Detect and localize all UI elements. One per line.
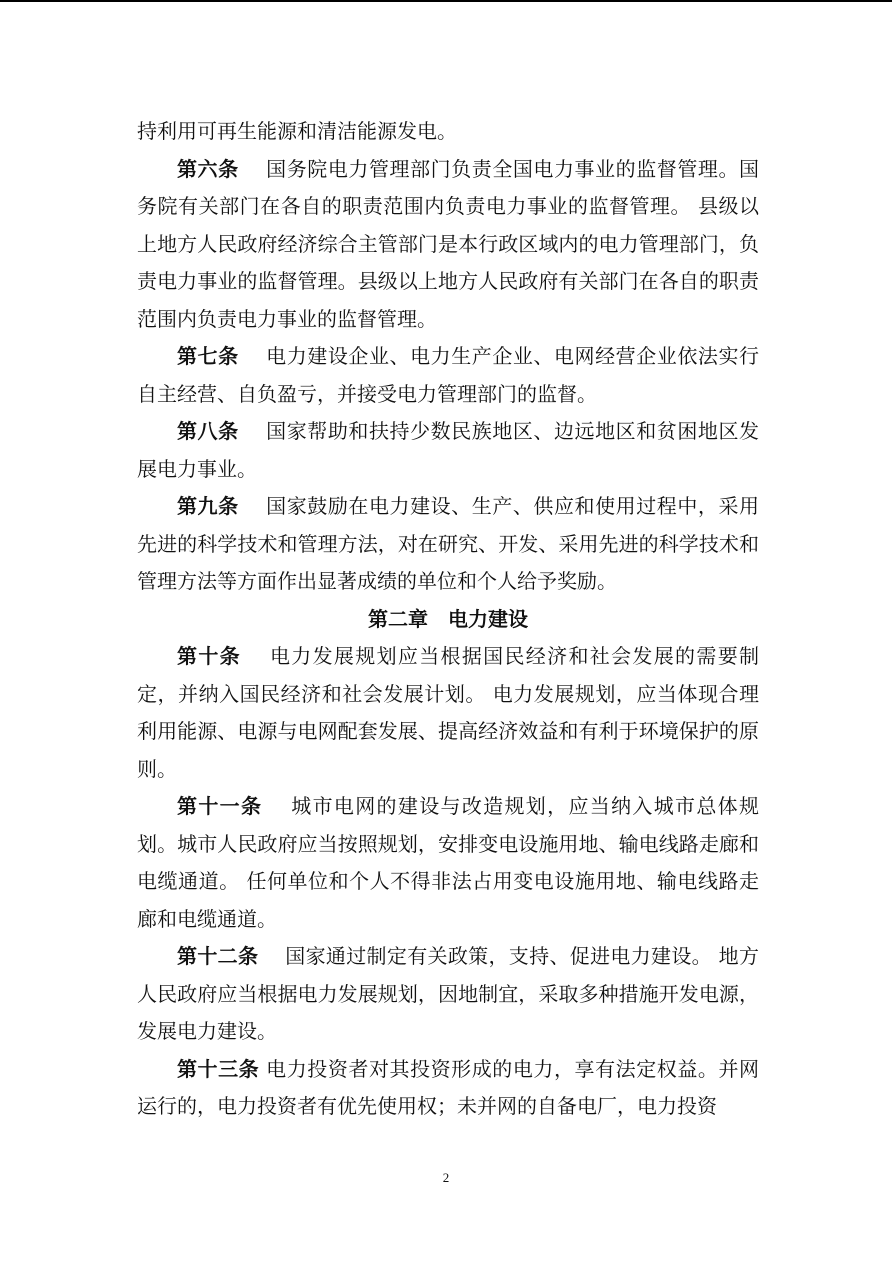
page-number: 2 xyxy=(442,1170,450,1185)
article-12 xyxy=(137,938,759,1051)
article-10 xyxy=(137,638,759,788)
article-heading: 第十三条 xyxy=(177,1056,260,1081)
article-heading: 第八条 xyxy=(177,419,239,443)
article-heading: 第十一条 xyxy=(177,794,263,818)
article-8 xyxy=(137,413,759,488)
article-heading: 第七条 xyxy=(177,344,239,368)
article-text: 电力投资者对其投资形成的电力，享有法定权益。并网运行的，电力投资者有优先使用权；未并网的自备电厂，电力投资 xyxy=(137,1056,760,1118)
article-heading: 第十二条 xyxy=(177,944,259,968)
article-7 xyxy=(137,338,759,413)
article-11 xyxy=(137,788,759,938)
article-13 xyxy=(137,1051,759,1126)
paragraph-continuation xyxy=(137,113,759,151)
chapter-heading: 第二章 电力建设 xyxy=(368,606,528,631)
article-text: 电力发展规划应当根据国民经济和社会发展的需要制定，并纳入国民经济和社会发展计划。 电力发展规划，应当体现合理利用能源、电源与电网配套发展、提高经济效益和有利于环境保护的原则。 xyxy=(137,644,760,781)
article-text: 国家鼓励在电力建设、生产、供应和使用过程中，采用先进的科学技术和管理方法，对在研究、开发、采用先进的科学技术和管理方法等方面作出显著成绩的单位和个人给予奖励。 xyxy=(137,494,760,593)
article-text: 国家帮助和扶持少数民族地区、边远地区和贫困地区发展电力事业。 xyxy=(137,419,760,481)
article-text: 国务院电力管理部门负责全国电力事业的监督管理。国务院有关部门在各自的职责范围内负责电力事业的监督管理。 县级以上地方人民政府经济综合主管部门是本行政区域内的电力管理部门，负责电力事业的监督管理。县级以上地方人民政府有关部门在各自的职责范围内负责电力事业的监督管理。 xyxy=(137,156,760,331)
article-9 xyxy=(137,488,759,601)
article-text: 城市电网的建设与改造规划，应当纳入城市总体规划。城市人民政府应当按照规划，安排变电设施用地、输电线路走廊和电缆通道。 任何单位和个人不得非法占用变电设施用地、输电线路走廊和电缆通道。 xyxy=(137,794,760,931)
document-body xyxy=(137,113,759,1126)
article-text: 国家通过制定有关政策，支持、促进电力建设。 地方人民政府应当根据电力发展规划，因地制宜，采取多种措施开发电源，发展电力建设。 xyxy=(137,944,759,1043)
article-heading: 第六条 xyxy=(177,156,239,181)
page-top-border xyxy=(0,0,892,2)
article-text: 电力建设企业、电力生产企业、电网经营企业依法实行自主经营、自负盈亏，并接受电力管理部门的监督。 xyxy=(137,344,760,406)
article-heading: 第九条 xyxy=(177,494,239,518)
article-heading: 第十条 xyxy=(177,644,241,668)
article-6 xyxy=(137,151,759,339)
paragraph-text: 持利用可再生能源和清洁能源发电。 xyxy=(137,119,457,143)
